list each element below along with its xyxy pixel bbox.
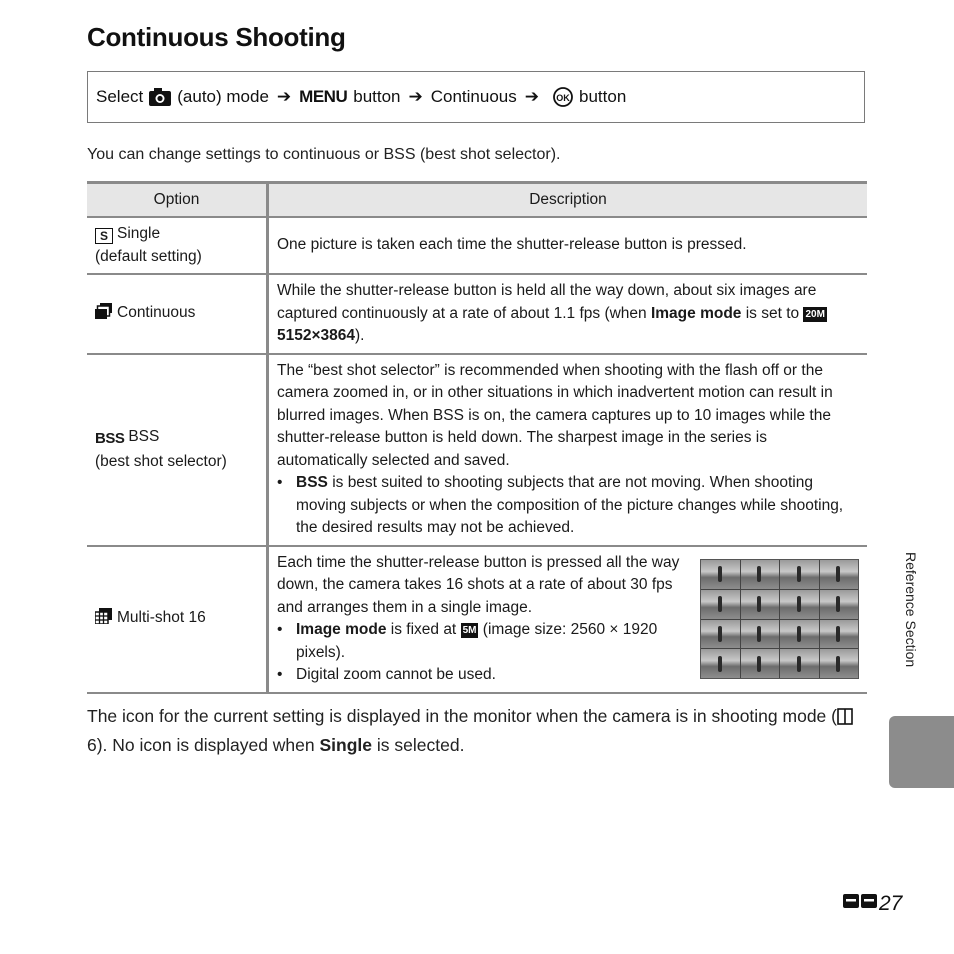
description-cell [268,274,868,354]
option-cell [87,546,268,693]
desc-text: ). [355,327,365,344]
multishot-mode-icon [95,608,113,632]
table-row-continuous [87,274,867,354]
table-header-row [87,183,867,218]
header-option: Option [87,183,268,218]
desc-text: (image size: 2560 × 1920 pixels). [296,621,658,661]
desc-text: Each time the shutter-release button is pressed all the way down, the camera takes 16 shots at a rate of about 30 fps and arranges them in a single image. [277,553,680,616]
book-icon [837,706,853,732]
desc-text: is set to [745,304,800,322]
option-label: BSS [128,428,160,445]
menu-path-box [87,71,865,123]
menu-path-select: Select [96,87,144,106]
desc-text: While the shutter-release button is held all the way down, about six images are captured continuously at a rate of about 1.1 fps (when [277,282,817,322]
ok-button-icon [553,87,573,107]
menu-path-auto-mode: (auto) mode [177,87,269,106]
list-item [277,472,859,540]
header-description: Description [268,183,868,218]
ref-page-link[interactable]: 6 [87,735,97,755]
page-title: Continuous Shooting [87,22,346,52]
table-row-multishot [87,546,867,693]
desc-size: 5152×3864 [277,327,356,344]
option-sublabel: (default setting) [95,247,202,265]
table-row-bss [87,354,867,546]
single-mode-icon: S [95,228,113,244]
desc-bold: BSS [296,474,328,491]
footer-text: ). No icon is displayed when [96,735,315,755]
list-item [277,619,697,664]
image-mode-20m-icon: 20M [805,308,825,320]
section-side-label: Reference Section [903,552,919,668]
reference-section-icon [843,892,879,916]
multishot-sample-image [700,559,859,679]
footer-text: is selected. [376,735,465,755]
section-tab[interactable] [889,716,954,788]
desc-text: The “best shot selector” is recommended when shooting with the flash off or the camera zoomed in, or in other situations in which inadvertent motion can result in blurred images. When BSS is on, the camera captures up to 10 images while the shutter-release button is held down. The sharpest image in the series is automatically selected and saved. [277,361,833,469]
description-cell [268,546,868,693]
arrow-right-icon: ➔ [408,87,423,106]
bullet-icon: • [277,474,283,491]
option-cell [87,274,268,354]
footer-bold: Single [319,735,373,755]
arrow-right-icon: ➔ [276,87,292,106]
bss-mode-icon: BSS [95,430,125,447]
intro-text: You can change settings to continuous or BSS (best shot selector). [87,146,561,163]
list-item [277,664,697,687]
page-number [843,892,902,916]
menu-path-menu-button: button [353,87,401,106]
desc-text: Digital zoom cannot be used. [296,666,496,683]
arrow-right-icon: ➔ [524,87,540,106]
footer-text: The icon for the current setting is displayed in the monitor when the camera is in shooting mode ( [87,706,837,726]
desc-bold: Image mode [650,304,742,322]
option-sublabel: (best shot selector) [95,452,227,470]
description-cell: One picture is taken each time the shutter-release button is pressed. [277,236,747,254]
bullet-icon: • [277,666,283,683]
ok-glyph: OK [556,93,570,103]
desc-text: is fixed at [390,621,457,638]
description-cell [268,354,868,546]
bullet-icon: • [277,621,283,638]
options-table [87,181,867,694]
footer-note [87,703,867,758]
option-label: Single [117,225,161,242]
menu-path-ok-button: button [579,87,627,106]
desc-bold: Image mode [296,621,387,638]
desc-text: is best suited to shooting subjects that are not moving. When shooting moving subjects or when the composition of the picture changes while shooting, the desired results may not be achieved. [296,474,844,536]
menu-glyph-icon: MENU [299,87,348,106]
page-number-text: 27 [879,892,903,915]
option-cell [87,217,268,274]
option-label: Continuous [117,303,196,321]
option-cell [87,354,268,546]
table-row-single [87,217,867,274]
menu-path-continuous: Continuous [430,87,517,106]
option-label: Multi-shot 16 [117,608,206,626]
continuous-mode-icon [95,303,113,327]
camera-icon [149,88,171,106]
image-mode-5m-icon: 5M [462,625,477,636]
